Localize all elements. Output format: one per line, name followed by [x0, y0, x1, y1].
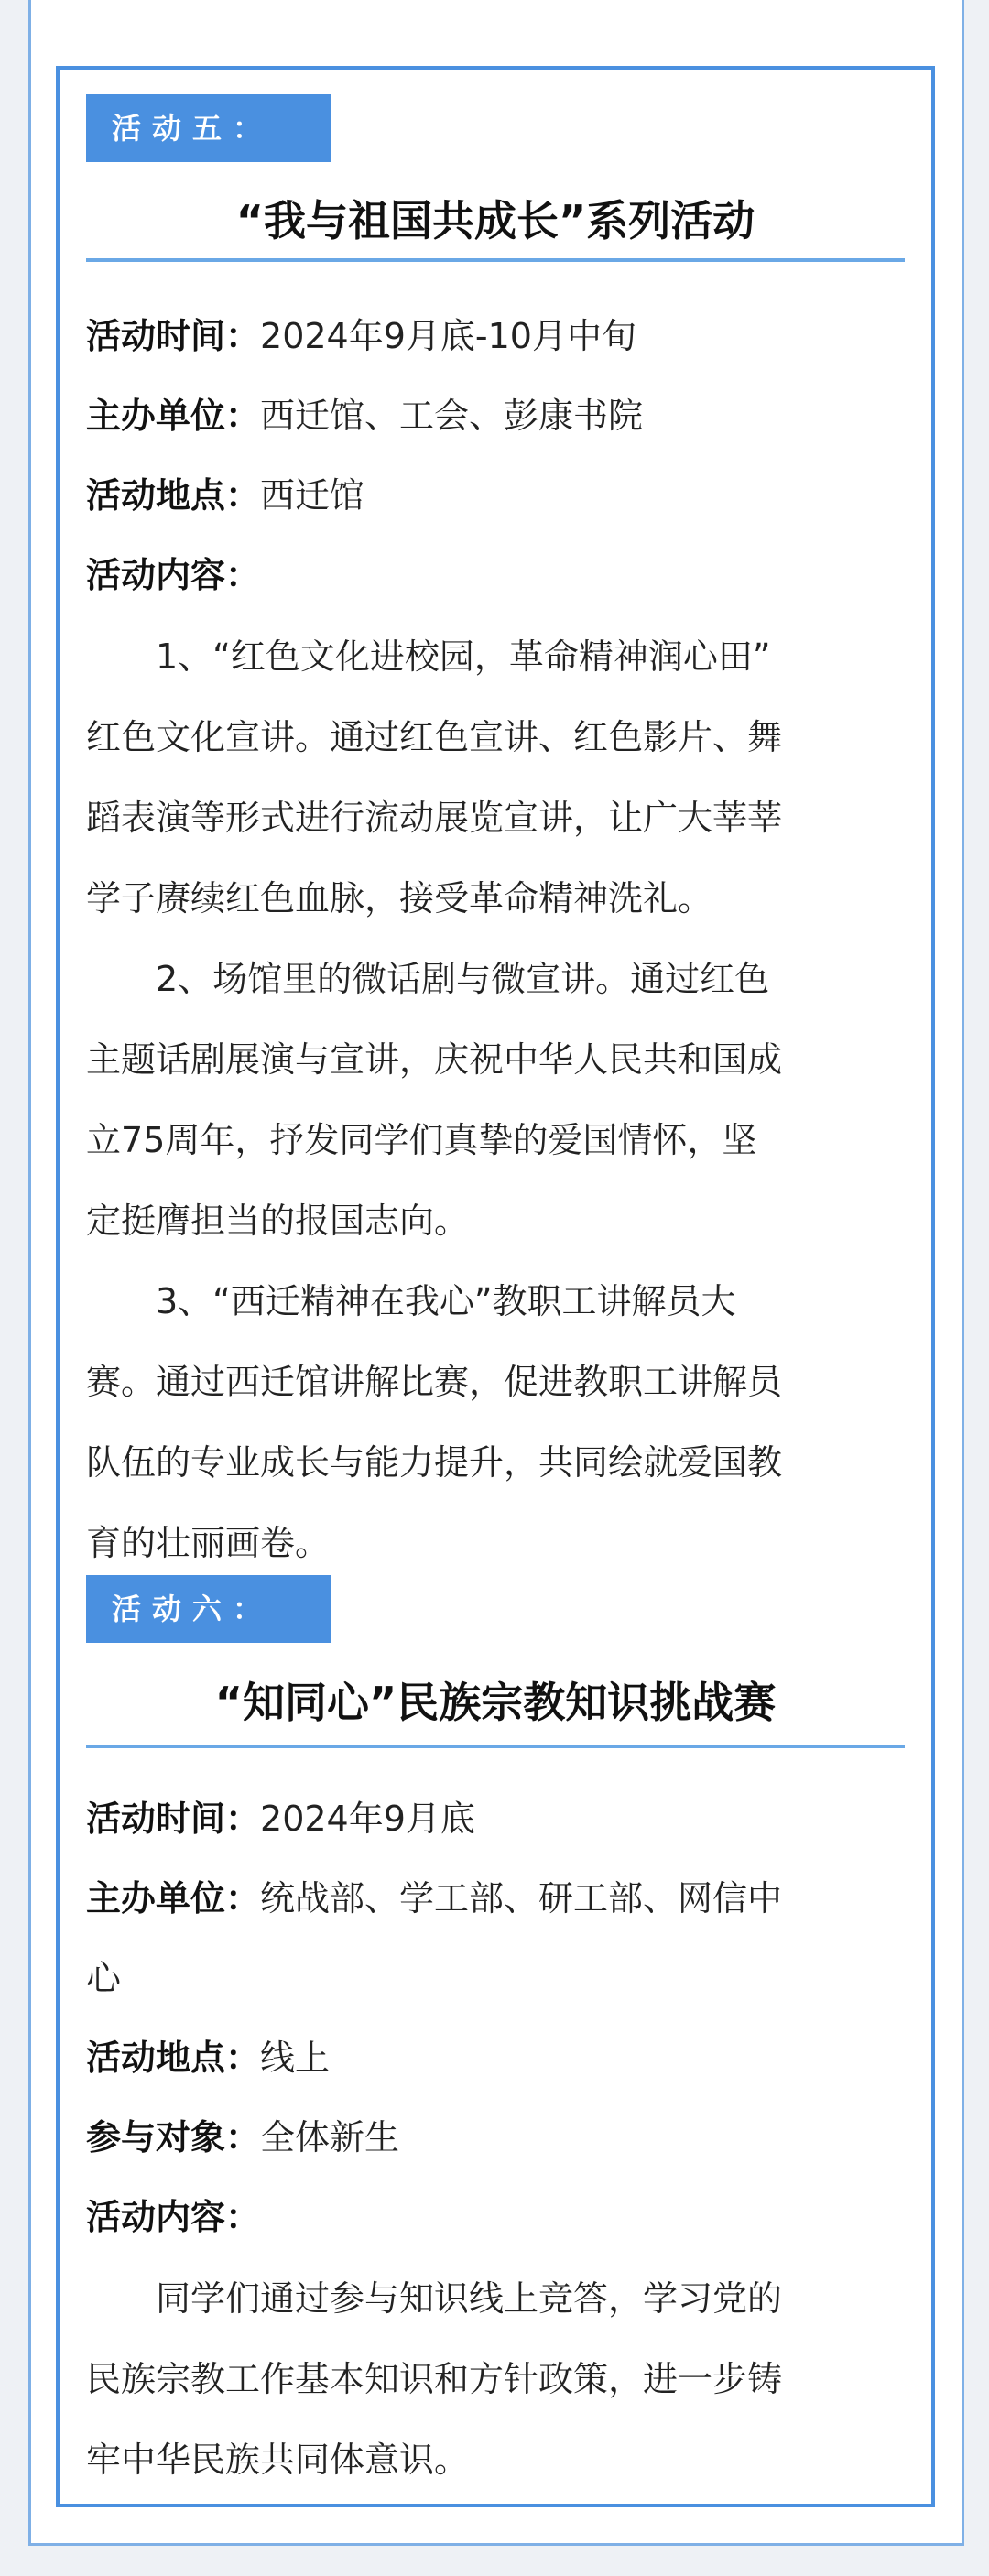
activity-6-target: [86, 2114, 905, 2161]
time-value: 2024年9月底: [260, 1799, 475, 1839]
activity-5-title: “我与祖国共成长”系列活动: [235, 196, 755, 245]
content-label: 活动内容：: [86, 555, 261, 595]
paragraph-line: 赛。通过西迁馆讲解比赛，促进教职工讲解员: [86, 1362, 783, 1402]
activity-5-item-3: [86, 1261, 905, 1583]
organizer-label: 主办单位：: [86, 1878, 261, 1918]
activity-6-tag: 活动六：: [86, 1575, 331, 1643]
activity-6-content-label: [86, 2193, 905, 2241]
target-value: 全体新生: [260, 2117, 400, 2158]
place-value: 线上: [260, 2038, 331, 2078]
paragraph-line: 3、“西迁精神在我心”教职工讲解员大: [86, 1281, 736, 1321]
paragraph-line: 育的壮丽画卷。: [86, 1523, 331, 1563]
activity-5-tag: 活动五：: [86, 94, 331, 162]
place-label: 活动地点：: [86, 475, 261, 516]
activity-5-divider: [86, 258, 905, 262]
paragraph-line: 民族宗教工作基本知识和方针政策，进一步铸: [86, 2359, 783, 2399]
time-label: 活动时间：: [86, 1799, 261, 1839]
activity-6-place: [86, 2034, 905, 2081]
paragraph-line: 同学们通过参与知识线上竞答，学习党的: [86, 2278, 783, 2319]
paragraph-line: 蹈表演等形式进行流动展览宣讲，让广大莘莘: [86, 798, 783, 838]
activity-5-organizer: [86, 392, 905, 440]
activity-6-divider: [86, 1745, 905, 1748]
organizer-value: 西迁馆、工会、彭康书院: [260, 396, 644, 436]
activity-6-organizer-cont: [86, 1954, 905, 2002]
paragraph-line: 主题话剧展演与宣讲，庆祝中华人民共和国成: [86, 1039, 783, 1080]
paragraph-line: 2、场馆里的微话剧与微宣讲。通过红色: [86, 959, 770, 999]
organizer-value: 统战部、学工部、研工部、网信中: [260, 1878, 783, 1918]
content-label: 活动内容：: [86, 2197, 261, 2237]
paragraph-line: 队伍的专业成长与能力提升，共同绘就爱国教: [86, 1442, 783, 1483]
paragraph-line: 立75周年，抒发同学们真挚的爱国情怀，坚: [86, 1120, 757, 1160]
activity-6-content: [86, 2258, 905, 2500]
time-label: 活动时间：: [86, 316, 261, 356]
place-label: 活动地点：: [86, 2038, 261, 2078]
activity-5-item-1: [86, 616, 905, 939]
target-label: 参与对象：: [86, 2117, 261, 2158]
paragraph-line: 红色文化宣讲。通过红色宣讲、红色影片、舞: [86, 717, 783, 757]
activity-5-time: [86, 312, 905, 360]
activity-6-time: [86, 1795, 905, 1842]
paragraph-line: 牢中华民族共同体意识。: [86, 2440, 470, 2480]
paragraph-line: 学子赓续红色血脉，接受革命精神洗礼。: [86, 878, 713, 918]
activity-6-organizer: [86, 1875, 905, 1922]
organizer-label: 主办单位：: [86, 396, 261, 436]
paragraph-line: 定挺膺担当的报国志向。: [86, 1201, 470, 1241]
place-value: 西迁馆: [260, 475, 365, 516]
activity-6-title: “知同心”民族宗教知识挑战赛: [214, 1678, 777, 1727]
activity-5-place: [86, 472, 905, 519]
paragraph-line: 1、“红色文化进校园，革命精神润心田”: [86, 636, 771, 677]
organizer-value-cont: 心: [86, 1958, 122, 1998]
activity-5-content-label: [86, 551, 905, 599]
time-value: 2024年9月底-10月中旬: [260, 316, 636, 356]
activity-5-item-2: [86, 939, 905, 1261]
